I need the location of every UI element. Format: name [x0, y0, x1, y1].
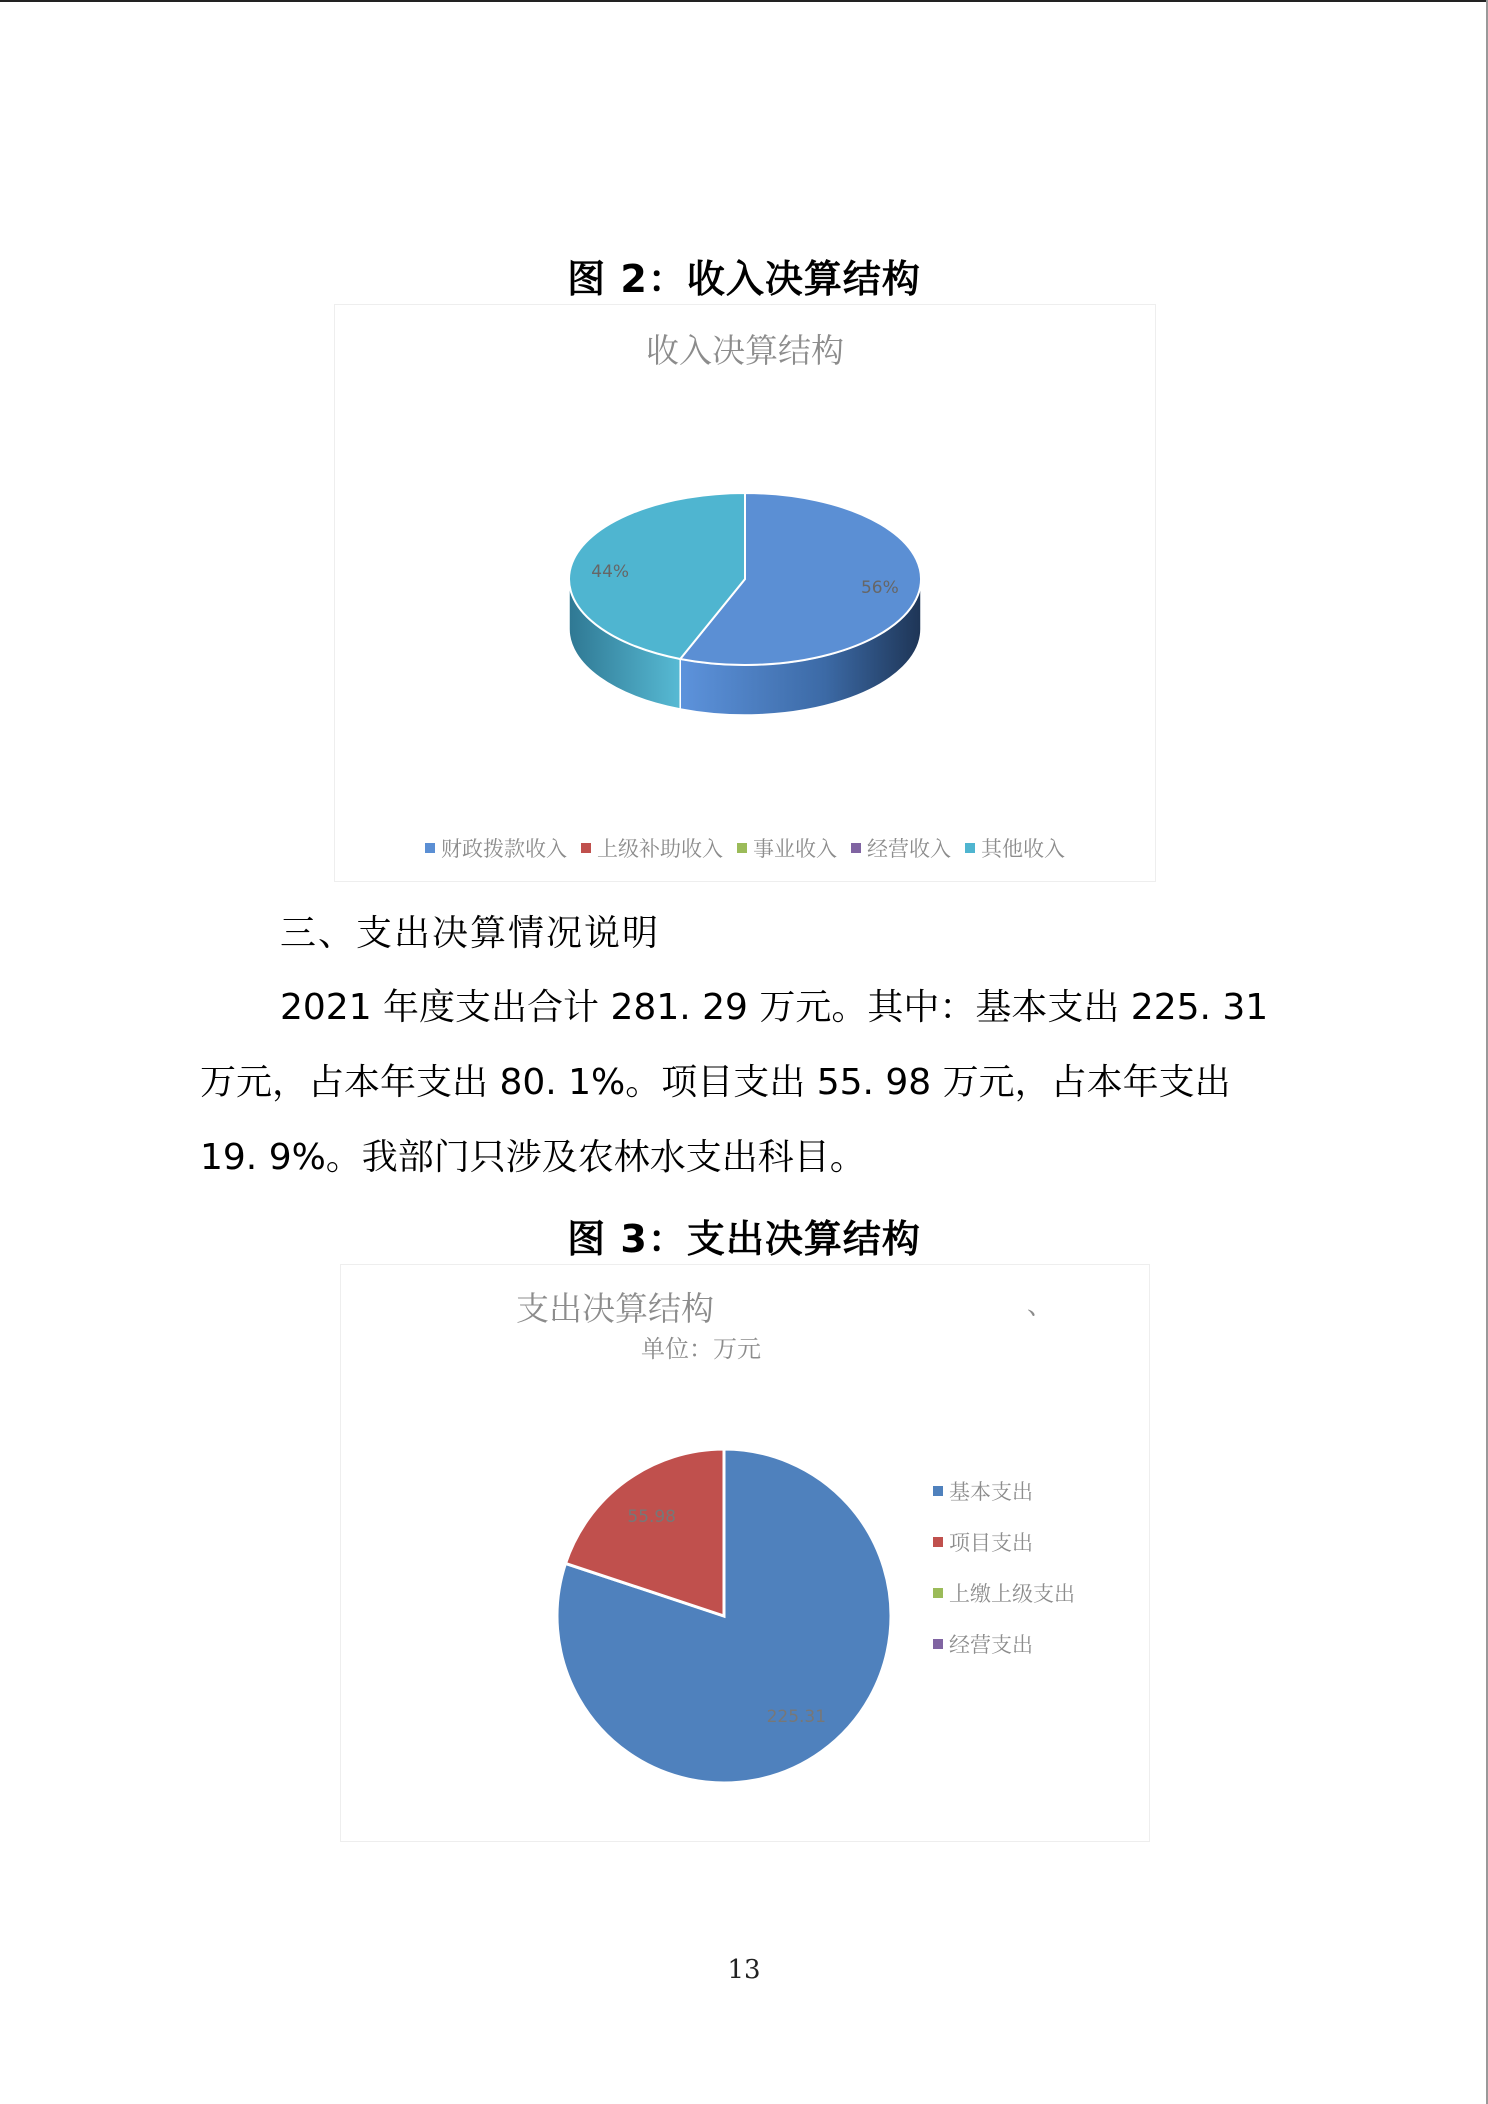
section-paragraph	[200, 970, 1300, 1195]
section-heading: 三、支出决算情况说明	[280, 913, 661, 954]
legend-swatch	[933, 1537, 943, 1547]
legend-swatch	[737, 843, 747, 853]
figure-2-caption: 图 2：收入决算结构	[567, 257, 921, 301]
expense-legend-item	[933, 1618, 1075, 1669]
pie-data-label: 44%	[591, 561, 630, 582]
legend-swatch	[965, 843, 975, 853]
income-chart-legend	[335, 833, 1155, 863]
legend-label: 经营收入	[867, 837, 951, 861]
page-number: 13	[727, 1955, 761, 1985]
income-legend-item	[425, 833, 567, 863]
expense-chart-subtitle: 单位：万元	[641, 1335, 761, 1363]
legend-swatch	[933, 1486, 943, 1496]
expense-chart-title: 支出决算结构	[516, 1289, 714, 1328]
figure-3-caption: 图 3：支出决算结构	[567, 1217, 921, 1261]
income-chart-title: 收入决算结构	[646, 331, 844, 370]
legend-label: 事业收入	[753, 837, 837, 861]
paragraph-line: 万元，占本年支出 80. 1%。项目支出 55. 98 万元，占本年支出	[200, 1062, 1231, 1103]
expense-legend-item	[933, 1465, 1075, 1516]
expense-legend-item	[933, 1516, 1075, 1567]
stray-mark: 、	[1027, 1291, 1054, 1321]
income-legend-item	[737, 833, 837, 863]
pie-data-label: 55.98	[627, 1506, 677, 1527]
income-chart-frame	[334, 304, 1156, 882]
paragraph-line: 2021 年度支出合计 281. 29 万元。其中：基本支出 225. 31	[280, 987, 1269, 1028]
legend-swatch	[933, 1639, 943, 1649]
top-border-line	[0, 0, 1488, 2]
expense-chart-legend	[933, 1465, 1075, 1669]
pie-data-label: 225.31	[766, 1707, 827, 1728]
income-legend-item	[965, 833, 1065, 863]
expense-chart-frame	[340, 1264, 1150, 1842]
legend-swatch	[581, 843, 591, 853]
income-pie-chart	[335, 305, 1155, 881]
legend-label: 上级补助收入	[597, 837, 723, 861]
legend-label: 基本支出	[949, 1479, 1033, 1504]
legend-label: 项目支出	[949, 1530, 1033, 1555]
pie-data-label: 56%	[860, 578, 899, 599]
income-legend-item	[581, 833, 723, 863]
legend-label: 上缴上级支出	[949, 1581, 1075, 1606]
legend-swatch	[933, 1588, 943, 1598]
legend-swatch	[851, 843, 861, 853]
income-legend-item	[851, 833, 951, 863]
legend-swatch	[425, 843, 435, 853]
expense-legend-item	[933, 1567, 1075, 1618]
legend-label: 财政拨款收入	[441, 837, 567, 861]
legend-label: 其他收入	[981, 837, 1065, 861]
paragraph-line: 19. 9%。我部门只涉及农林水支出科目。	[200, 1137, 866, 1178]
legend-label: 经营支出	[949, 1632, 1033, 1657]
